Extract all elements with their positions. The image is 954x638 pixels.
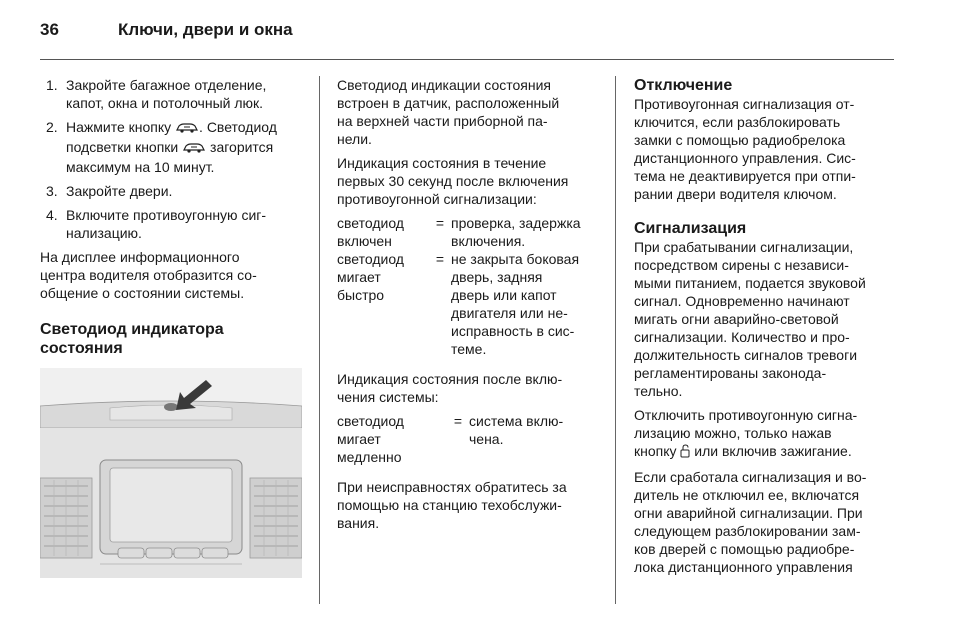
page-header xyxy=(40,20,894,46)
deactivation-heading: Отключение xyxy=(634,77,733,94)
sensor-led xyxy=(164,403,178,411)
step-text: Нажмите кнопку . Светодиод подсветки кнопки загорится максимум на 10 минут. xyxy=(66,119,277,175)
indication-table-2 xyxy=(337,412,599,466)
step-text: Закройте багажное отделение, капот, окна и потолочный люк. xyxy=(66,77,267,111)
page-number: 36 xyxy=(40,20,59,39)
header-rule xyxy=(40,59,894,60)
step-number: 4. xyxy=(46,207,58,223)
step-number: 3. xyxy=(46,183,58,199)
table-row: светодиод мигает медленно = система вклю- чена. xyxy=(337,413,564,465)
step-number: 1. xyxy=(46,77,58,93)
step-4 xyxy=(40,206,302,242)
table-row: светодиод включен = проверка, задержка включения. xyxy=(337,215,581,249)
column-divider-2 xyxy=(615,76,616,604)
first-30s-paragraph: Индикация состояния в течение первых 30 секунд после включения противоугонной сигнализации: xyxy=(337,155,569,207)
car-alarm-icon xyxy=(182,140,206,158)
info-display xyxy=(110,468,232,542)
deactivation-paragraph: Противоугонная сигнализация от- ключится, если разблокировать замки с помощью радиобрелока дистанционного управления. Сис- тема не деактивируется при отпи- рании двери водителя ключом. xyxy=(634,96,856,202)
car-alarm-icon xyxy=(175,120,199,138)
switch-off-paragraph: Отключить противоугонную сигна- лизацию можно, только нажав кнопку или включив зажигание. xyxy=(634,406,896,462)
section-title: Ключи, двери и окна xyxy=(118,20,293,39)
unlock-icon xyxy=(680,444,690,462)
column-3 xyxy=(634,76,896,582)
dashboard-illustration xyxy=(40,368,302,578)
steps-list xyxy=(40,76,302,242)
table-row: светодиод мигает быстро = не закрыта боковая дверь, задняя дверь или капот двигателя или не- исправность в сис- теме. xyxy=(337,251,580,357)
column-2 xyxy=(337,76,599,538)
column-1 xyxy=(40,76,302,578)
left-vent xyxy=(40,478,92,558)
step-number: 2. xyxy=(46,119,58,135)
indication-table-1 xyxy=(337,214,599,358)
after-activation-paragraph: Индикация состояния после вклю- чения системы: xyxy=(337,371,563,405)
hazard-paragraph: Если сработала сигнализация и во- дитель не отключил ее, включатся огни аварийной сигнализации. При следующем разблокировании зам- ков дверей с помощью радиобре- лока дистанционного управления xyxy=(634,469,867,575)
dic-paragraph: На дисплее информационного центра водителя отобразится со- общение о состоянии системы. xyxy=(40,249,257,301)
service-paragraph: При неисправностях обратитесь за помощью на станцию техобслужи- вания. xyxy=(337,479,567,531)
alarm-paragraph: При срабатывании сигнализации, посредством сирены с независи- мыми питанием, подается звуковой сигнал. Одновременно начинают мигать огни аварийно-световой сигнализации. Количество и про- должительность сигналов тревоги регламентированы законода- тельно. xyxy=(634,239,866,399)
step-text: Закройте двери. xyxy=(66,183,173,199)
step-2 xyxy=(40,118,302,176)
alarm-heading: Сигнализация xyxy=(634,220,747,237)
step-3 xyxy=(40,182,302,200)
led-heading: Светодиод индикатора состояния xyxy=(40,321,224,357)
step-text: Включите противоугонную сиг- нализацию. xyxy=(66,207,267,241)
column-divider-1 xyxy=(319,76,320,604)
led-location-paragraph: Светодиод индикации состояния встроен в датчик, расположенный на верхней части приборной па- нели. xyxy=(337,77,560,147)
right-vent xyxy=(250,478,302,558)
step-1 xyxy=(40,76,302,112)
